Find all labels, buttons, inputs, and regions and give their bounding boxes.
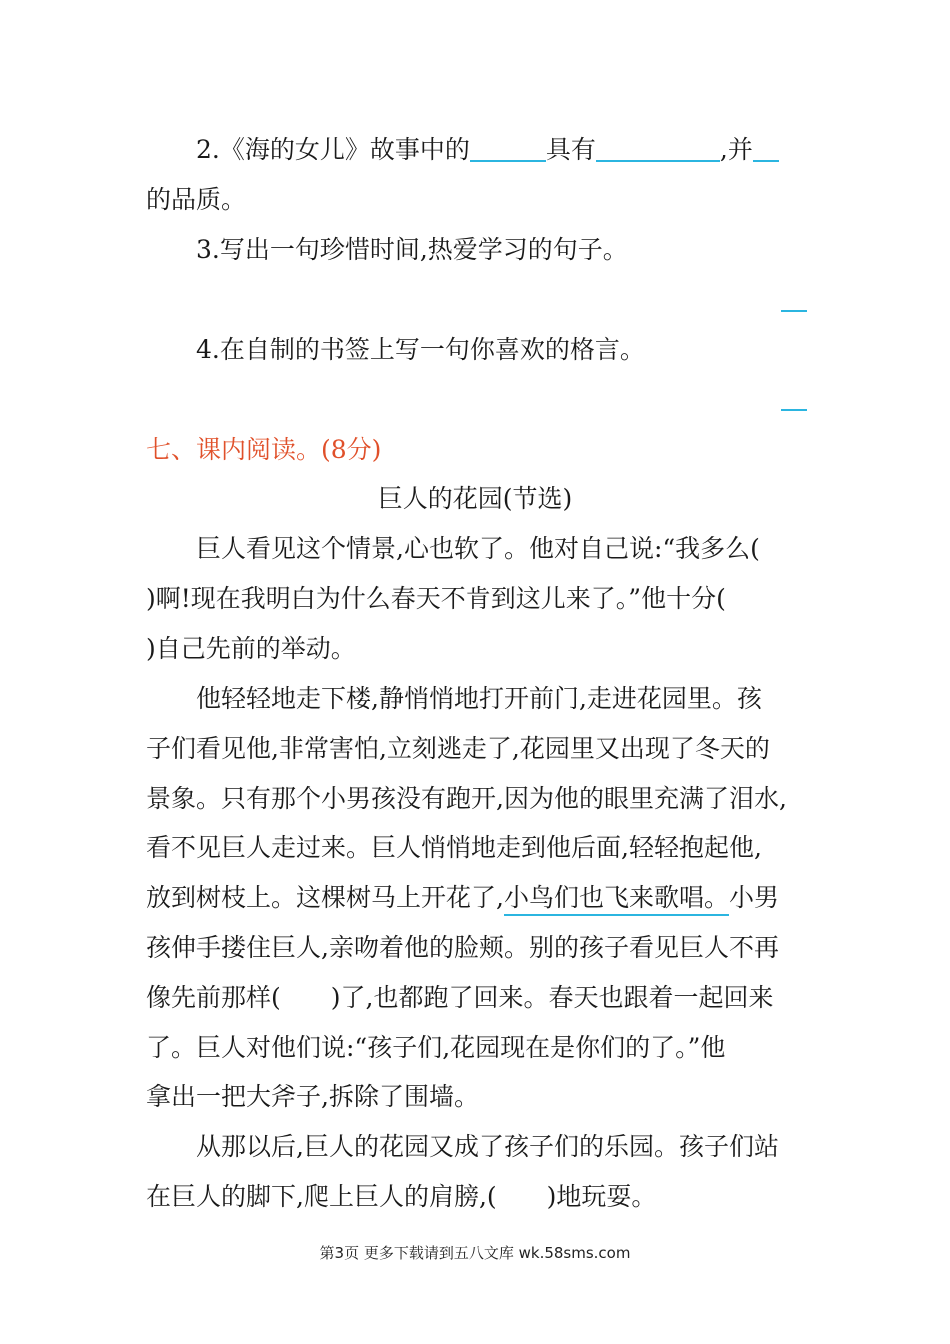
passage-line: 了。巨人对他们说:“孩子们,花园现在是你们的了。”他	[146, 1033, 726, 1062]
passage-text: 放到树枝上。这棵树马上开花了,	[146, 883, 504, 912]
passage-line: )自己先前的举动。	[146, 634, 356, 663]
passage-line	[146, 873, 806, 923]
answer-line-q4[interactable]	[781, 409, 807, 411]
answer-blank[interactable]	[753, 130, 779, 162]
passage-line: 从那以后,巨人的花园又成了孩子们的乐园。孩子们站	[196, 1132, 779, 1161]
q2-end: 的品质。	[146, 185, 247, 214]
passage-line: 像先前那样( )了,也都跑了回来。春天也跟着一起回来	[146, 983, 774, 1012]
question-4: 4.在自制的书签上写一句你喜欢的格言。	[196, 335, 645, 364]
passage-line: 子们看见他,非常害怕,立刻逃走了,花园里又出现了冬天的	[146, 734, 770, 763]
passage-text: 小男	[728, 883, 779, 912]
answer-blank[interactable]	[470, 130, 546, 162]
passage-line: 看不见巨人走过来。巨人悄悄地走到他后面,轻轻抱起他,	[146, 833, 762, 862]
q2-mid: 具有	[545, 135, 596, 164]
question-2-line1	[196, 125, 856, 175]
section-heading: 七、课内阅读。(8分)	[146, 435, 382, 464]
q2-prefix: 2.《海的女儿》故事中的	[196, 135, 470, 164]
passage-line: 景象。只有那个小男孩没有跑开,因为他的眼里充满了泪水,	[146, 784, 787, 813]
q2-sep: ,并	[719, 135, 753, 164]
passage-title: 巨人的花园(节选)	[377, 484, 573, 513]
page-footer: 第3页 更多下载请到五八文库 wk.58sms.com	[319, 1244, 631, 1262]
passage-line: )啊!现在我明白为什么春天不肯到这儿来了。”他十分(	[146, 584, 726, 613]
underlined-sentence: 小鸟们也飞来歌唱。	[504, 883, 729, 916]
passage-line: 他轻轻地走下楼,静悄悄地打开前门,走进花园里。孩	[196, 684, 762, 713]
answer-blank[interactable]	[596, 130, 720, 162]
answer-line-q3[interactable]	[781, 310, 807, 312]
question-3: 3.写出一句珍惜时间,热爱学习的句子。	[196, 235, 628, 264]
passage-line: 拿出一把大斧子,拆除了围墙。	[146, 1082, 479, 1111]
passage-line: 孩伸手搂住巨人,亲吻着他的脸颊。别的孩子看见巨人不再	[146, 933, 779, 962]
passage-line: 在巨人的脚下,爬上巨人的肩膀,( )地玩耍。	[146, 1182, 657, 1211]
passage-line: 巨人看见这个情景,心也软了。他对自己说:“我多么(	[196, 534, 760, 563]
